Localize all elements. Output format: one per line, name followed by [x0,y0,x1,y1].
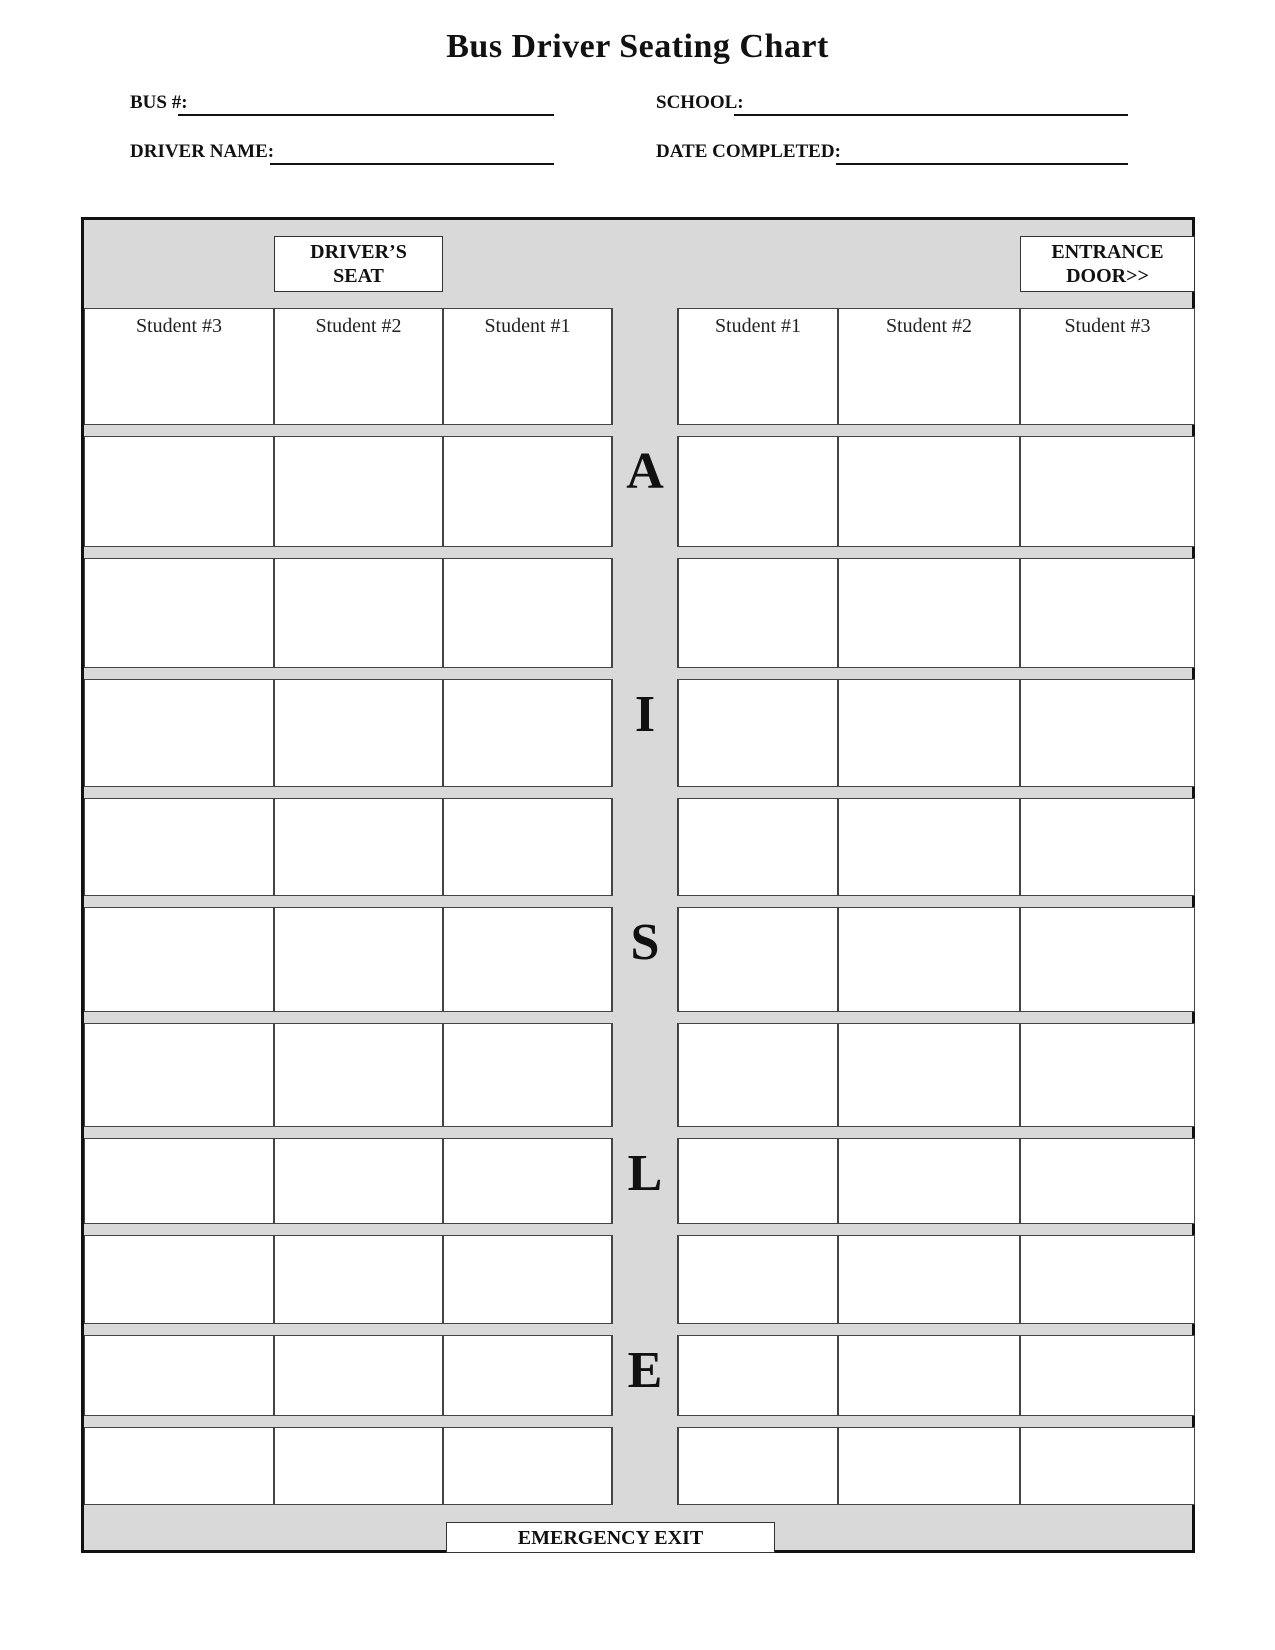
seat-cell-right[interactable] [1020,1235,1195,1324]
seat-cell-right[interactable] [838,907,1020,1012]
seat-cell-left[interactable] [443,1023,612,1127]
drivers-seat-label-line1: DRIVER’S [310,241,407,263]
seat-cell-right[interactable] [1020,907,1195,1012]
seat-cell-left[interactable] [274,1023,443,1127]
seat-cell-right[interactable] [678,1023,838,1127]
aisle-letter: L [627,1145,663,1202]
seat-cell-left[interactable] [274,1235,443,1324]
driver-name-line [270,163,554,165]
school-label: SCHOOL: [656,92,744,113]
seat-cell-left[interactable] [443,679,612,787]
seat-cell-left[interactable] [84,798,274,896]
bus-number-line [178,114,554,116]
entrance-door-label-line1: ENTRANCE [1051,241,1164,263]
aisle-segment [612,1023,678,1127]
aisle-segment [612,308,678,425]
seat-cell-left[interactable] [274,1138,443,1224]
seat-cell-left[interactable] [274,558,443,668]
aisle-segment [612,1138,678,1224]
seat-cell-right[interactable] [838,1138,1020,1224]
seat-cell-left[interactable] [443,308,612,425]
seat-cell-right[interactable] [1020,1138,1195,1224]
seat-cell-right[interactable] [838,1335,1020,1416]
seat-cell-right[interactable] [1020,798,1195,896]
seat-cell-left[interactable] [443,1335,612,1416]
seat-cell-left[interactable] [84,308,274,425]
entrance-door-box [1020,236,1195,292]
seat-cell-left[interactable] [84,1023,274,1127]
student-seat-header: Student #2 [315,315,402,337]
seat-cell-right[interactable] [678,308,838,425]
seat-cell-left[interactable] [274,907,443,1012]
date-completed-field[interactable] [656,139,1128,165]
seat-cell-right[interactable] [1020,436,1195,547]
entrance-door-label-line2: DOOR>> [1066,265,1149,287]
seat-cell-left[interactable] [84,436,274,547]
seat-cell-left[interactable] [84,1427,274,1505]
aisle-letter: I [634,686,656,743]
drivers-seat-label-line2: SEAT [333,265,384,287]
seat-cell-right[interactable] [678,1138,838,1224]
school-line [734,114,1128,116]
seating-chart [81,217,1195,1553]
aisle-letter: S [630,914,660,971]
student-seat-header: Student #3 [1064,315,1151,337]
seat-cell-right[interactable] [678,679,838,787]
seat-cell-left[interactable] [274,679,443,787]
seat-cell-right[interactable] [1020,1335,1195,1416]
seat-cell-left[interactable] [443,1427,612,1505]
driver-name-label: DRIVER NAME: [130,141,275,162]
seat-cell-right[interactable] [838,798,1020,896]
seat-cell-right[interactable] [678,1335,838,1416]
seat-cell-left[interactable] [274,436,443,547]
date-completed-line [836,163,1128,165]
student-seat-header: Student #2 [885,315,973,337]
seat-cell-left[interactable] [274,1427,443,1505]
bus-number-field[interactable] [130,90,554,116]
student-seat-header: Student #1 [714,315,802,337]
seat-cell-right[interactable] [1020,679,1195,787]
seat-cell-right[interactable] [1020,1023,1195,1127]
seat-cell-left[interactable] [274,798,443,896]
student-seat-header: Student #1 [484,315,571,337]
seat-cell-right[interactable] [838,679,1020,787]
aisle-segment [612,907,678,1012]
seat-cell-left[interactable] [84,679,274,787]
aisle-segment [612,1335,678,1416]
aisle-segment [612,558,678,668]
seat-cell-left[interactable] [84,1335,274,1416]
seat-cell-right[interactable] [838,1427,1020,1505]
aisle-segment [612,436,678,547]
drivers-seat-box [274,236,443,292]
seat-cell-left[interactable] [443,558,612,668]
seat-cell-right[interactable] [678,798,838,896]
school-field[interactable] [656,90,1128,116]
aisle-segment [612,798,678,896]
student-seat-header: Student #3 [135,315,223,337]
seat-cell-right[interactable] [1020,308,1195,425]
seat-cell-left[interactable] [274,308,443,425]
emergency-exit-box [446,1522,775,1553]
seat-cell-right[interactable] [838,308,1020,425]
seat-cell-right[interactable] [678,436,838,547]
seat-cell-right[interactable] [678,558,838,668]
aisle-segment [612,679,678,787]
aisle-segment [612,1427,678,1505]
seat-cell-right[interactable] [678,1427,838,1505]
seat-cell-left[interactable] [443,1138,612,1224]
seat-cell-left[interactable] [84,558,274,668]
seat-cell-left[interactable] [443,798,612,896]
seat-cell-right[interactable] [838,1023,1020,1127]
aisle-letter: E [627,1342,663,1399]
aisle-letter: A [626,443,664,500]
seat-cell-left[interactable] [443,436,612,547]
seat-cell-left[interactable] [84,907,274,1012]
page-title: Bus Driver Seating Chart [446,28,829,65]
seat-cell-right[interactable] [678,907,838,1012]
seat-cell-right[interactable] [1020,558,1195,668]
seat-cell-left[interactable] [84,1138,274,1224]
seat-cell-right[interactable] [838,558,1020,668]
bus-number-label: BUS #: [130,92,188,113]
aisle-segment [612,1235,678,1324]
seat-cell-left[interactable] [443,1235,612,1324]
driver-name-field[interactable] [130,139,554,165]
seat-cell-right[interactable] [1020,1427,1195,1505]
seat-cell-right[interactable] [838,1235,1020,1324]
seat-cell-right[interactable] [678,1235,838,1324]
seat-cell-left[interactable] [84,1235,274,1324]
date-completed-label: DATE COMPLETED: [656,141,841,162]
emergency-exit-label: EMERGENCY EXIT [517,1526,704,1549]
seat-cell-right[interactable] [838,436,1020,547]
seat-cell-left[interactable] [274,1335,443,1416]
seat-cell-left[interactable] [443,907,612,1012]
